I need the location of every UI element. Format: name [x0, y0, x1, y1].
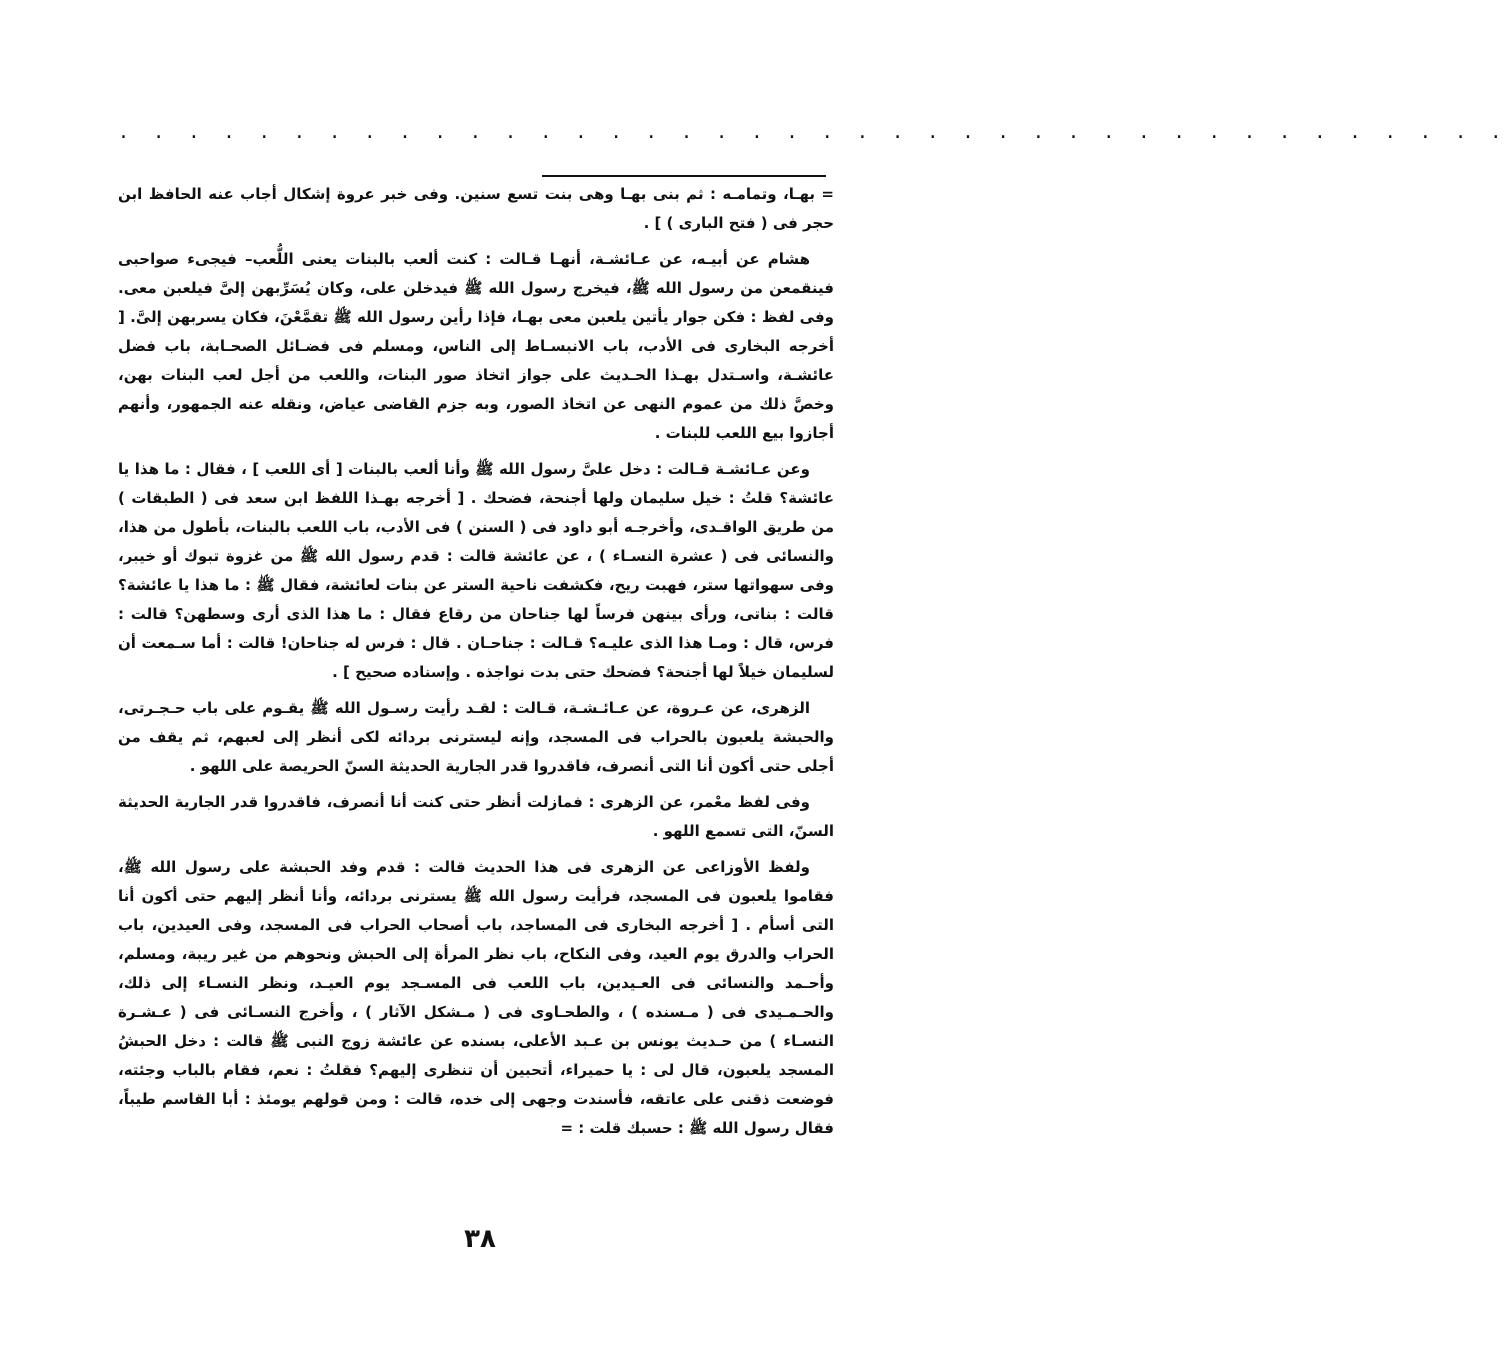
- paragraph-continuation: = بهـا، وتمامـه : ثم بنى بهـا وهى بنت تسع سنين. وفى خبر عروة إشكال أجاب عنه الحافظ ابن حجر فى ( فتح البارى ) ] .: [118, 185, 834, 232]
- paragraph: هشام عن أبيـه، عن عـائشـة، أنهـا قـالت : كنت ألعب بالبنات يعنى اللُّعب– فيجىء صواحبى فينقمعن من رسول الله ﷺ، فيخرج رسول الله ﷺ فيدخلن على، وكان يُسَرِّبهن إلىَّ فيلعبن معى. وفى لفظ : فكن جوار يأتين يلعبن معى بهـا، فإذا رأين رسول الله ﷺ تقمَّعْنَ، فكان يسربهن إلىَّ. [ أخرجه البخارى فى الأدب، باب الانبسـاط إلى الناس، ومسلم فى فضـائل الصحـابة، باب فضل عائشـة، واسـتدل بهـذا الحـديث على جواز اتخاذ صور البنات، واللعب من أجل لعب البنات بهن، وخصَّ ذلك من عموم النهى عن اتخاذ الصور، وبه جزم القاضى عياض، ونقله عنه الجمهور، وأنهم أجازوا بيع اللعب للبنات .: [118, 250, 834, 442]
- paragraph: وعن عـائشـة قـالت : دخل علىَّ رسول الله ﷺ وأنا ألعب بالبنات [ أى اللعب ] ، فقال : ما هذا يا عائشة؟ قلتُ : خيل سليمان ولها أجنحة، فضحك . [ أخرجه بهـذا اللفظ ابن سعد فى ( الطبقات ) من طريق الواقـدى، وأخرجـه أبو داود فى ( السنن ) فى الأدب، باب اللعب بالبنات، بأطول من هذا، والنسائى فى ( عشرة النسـاء ) ، عن عائشة قالت : قدم رسول الله ﷺ من غزوة تبوك أو خيبر، وفى سهواتها ستر، فهبت ريح، فكشفت ناحية الستر عن بنات لعائشة، فقال ﷺ : ما هذا يا عائشة؟ قالت : بناتى، ورأى بينهن فرساً لها جناحان من رقاع فقال : ما هذا الذى أرى وسطهن؟ قالت : فرس، قال : ومـا هذا الذى عليـه؟ قـالت : جناحـان . قال : فرس له جناحان! قالت : أما سـمعت أن لسليمان خيلاً لها أجنحة؟ فضحك حتى بدت نواجذه . وإسناده صحيح ] .: [118, 460, 834, 681]
- footnote-rule: [542, 175, 826, 177]
- dotted-separator: . . . . . . . . . . . . . . . . . . . . . . . . . . . . . . . . . . . . . . . .: [120, 119, 1510, 144]
- body-text: [118, 180, 834, 1220]
- paragraph: الزهرى، عن عـروة، عن عـائـشـة، قـالت : لقـد رأيت رسـول الله ﷺ يقـوم على باب حـجـرتى، والحبشة يلعبون بالحراب فى المسجد، وإنه ليسترنى بردائه لكى أنظر إلى لعبهم، ثم يقف من أجلى حتى أكون أنا التى أنصرف، فاقدروا قدر الجارية الحديثة السنّ الحريصة على اللهو .: [118, 699, 834, 775]
- paragraph: وفى لفظ معْمر، عن الزهرى : فمازلت أنظر حتى كنت أنا أنصرف، فاقدروا قدر الجارية الحديثة السنّ، التى تسمع اللهو .: [118, 793, 834, 840]
- page-number: ٣٨: [464, 1224, 496, 1254]
- paragraph: ولفظ الأوزاعى عن الزهرى فى هذا الحديث قالت : قدم وفد الحبشة على رسول الله ﷺ، فقاموا يلعبون فى المسجد، فرأيت رسول الله ﷺ يسترنى بردائه، وأنا أنظر إليهم حتى أكون أنا التى أسأم . [ أخرجه البخارى فى المساجد، باب أصحاب الحراب فى المسجد، وفى العيدين، باب الحراب والدرق يوم العيد، وفى النكاح، باب نظر المرأة إلى الحبش ونحوهم من غير ريبة، ومسلم، وأحـمد والنسائى فى العـيدين، باب اللعب فى المسـجد يوم العيـد، ونظر النسـاء إلى ذلك، والحـمـيدى فى ( مـسنده ) ، والطحـاوى فى ( مـشكل الآثار ) ، وأخرج النسـائى فى ( عـشـرة النسـاء ) من حـديث يونس بن عـبد الأعلى، بسنده عن عائشة زوج النبى ﷺ قالت : دخل الحبشُ المسجد يلعبون، قال لى : يا حميراء، أتحبين أن تنظرى إليهم؟ فقلتُ : نعم، فقام بالباب وجئته، فوضعت ذقنى على عاتقه، فأسندت وجهى إلى خده، قالت : ومن قولهم يومئذ : أبا القاسم طيباً، فقال رسول الله ﷺ : حسبك قلت : =: [118, 858, 834, 1137]
